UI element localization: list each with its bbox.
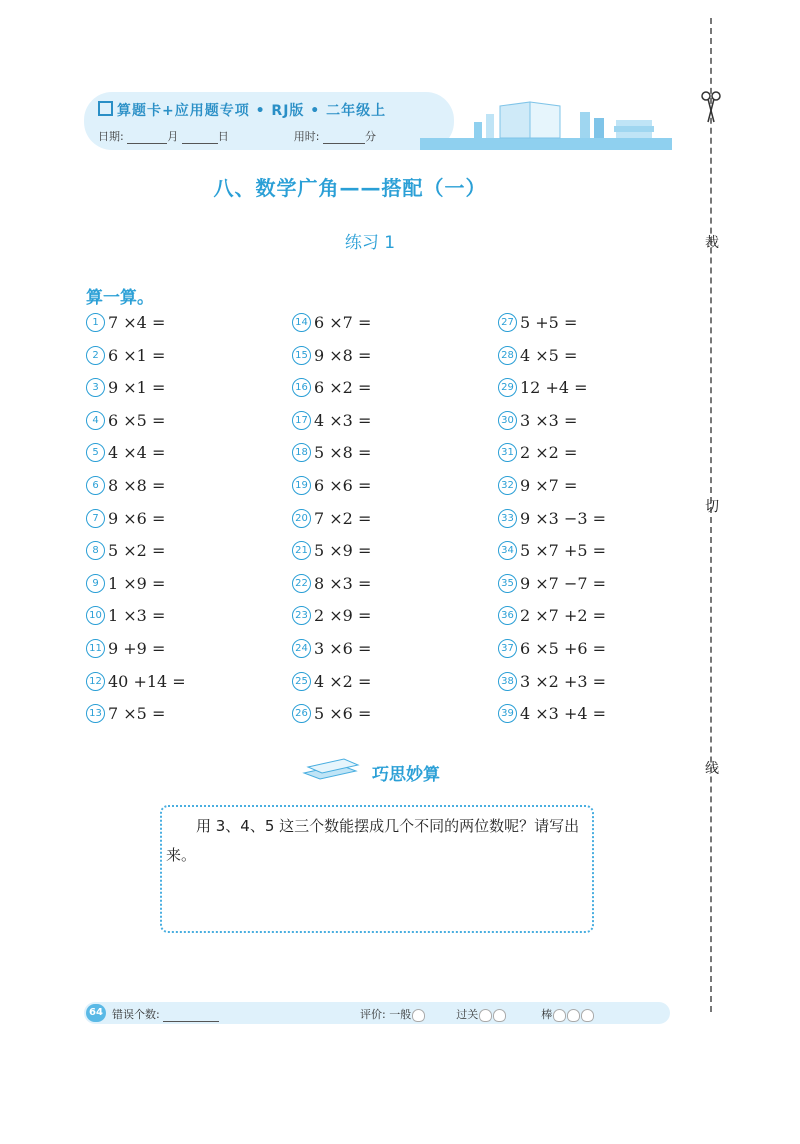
problem-item	[292, 340, 371, 373]
problem-number: 9	[86, 574, 105, 593]
problem-item	[498, 437, 606, 470]
problem-number: 2	[86, 346, 105, 365]
problem-item	[498, 307, 606, 340]
problem-expression: 2 ×2 =	[520, 443, 578, 463]
problem-expression: 5 +5 =	[520, 313, 578, 332]
problem-number: 5	[86, 443, 105, 462]
problem-item	[292, 568, 371, 601]
problem-item	[86, 666, 186, 699]
error-count: 错误个数:	[112, 1006, 219, 1022]
problem-expression: 5 ×9 =	[314, 541, 372, 561]
problem-expression: 9 ×7 −7 =	[520, 573, 607, 593]
problem-item	[86, 372, 186, 405]
problem-item	[86, 535, 186, 568]
problem-expression: 6 ×1 =	[108, 345, 166, 365]
problem-number: 3	[86, 378, 105, 397]
problem-item	[86, 307, 186, 340]
problem-number: 31	[498, 443, 517, 462]
cut-label: 切	[705, 499, 719, 515]
problem-number: 20	[292, 509, 311, 528]
problem-expression: 4 ×2 =	[314, 671, 372, 691]
problem-expression: 5 ×7 +5 =	[520, 541, 607, 561]
problem-expression: 4 ×5 =	[520, 345, 578, 365]
unit-title: 八、数学广角——搭配（一）	[213, 176, 487, 200]
problem-number: 18	[292, 443, 311, 462]
books-illustration-icon	[468, 96, 668, 142]
problem-item	[292, 600, 371, 633]
book-stack-icon	[300, 755, 362, 783]
thumbs-up-icon[interactable]	[493, 1009, 506, 1022]
problem-number: 39	[498, 704, 517, 723]
problem-number: 28	[498, 346, 517, 365]
problem-number: 17	[292, 411, 311, 430]
problem-number: 26	[292, 704, 311, 723]
problem-expression: 2 ×7 +2 =	[520, 606, 607, 626]
problem-item	[292, 535, 371, 568]
problem-expression: 5 ×8 =	[314, 443, 372, 463]
square-icon	[98, 101, 113, 116]
problem-item	[86, 470, 186, 503]
problem-item	[498, 698, 606, 731]
problem-expression: 1 ×9 =	[108, 573, 166, 593]
problem-number: 35	[498, 574, 517, 593]
problem-item	[498, 568, 606, 601]
problem-number: 10	[86, 606, 105, 625]
problem-expression: 6 ×5 +6 =	[520, 638, 607, 658]
problem-number: 32	[498, 476, 517, 495]
problem-expression: 4 ×4 =	[108, 443, 166, 463]
problem-number: 27	[498, 313, 517, 332]
month-blank[interactable]	[127, 131, 167, 144]
problem-expression: 7 ×5 =	[108, 704, 166, 724]
problem-item	[86, 568, 186, 601]
problem-number: 14	[292, 313, 311, 332]
problem-expression: 6 ×2 =	[314, 378, 372, 398]
problem-number: 37	[498, 639, 517, 658]
thumbs-up-icon[interactable]	[479, 1009, 492, 1022]
problem-number: 24	[292, 639, 311, 658]
problem-item	[498, 340, 606, 373]
problem-expression: 9 +9 =	[108, 638, 166, 658]
problem-number: 36	[498, 606, 517, 625]
problem-number: 25	[292, 672, 311, 691]
problem-expression: 40 +14 =	[108, 671, 186, 691]
problem-item	[86, 600, 186, 633]
problem-expression: 7 ×2 =	[314, 508, 372, 528]
problem-number: 33	[498, 509, 517, 528]
problem-item	[86, 437, 186, 470]
problem-expression: 6 ×7 =	[314, 313, 372, 332]
problem-expression: 12 +4 =	[520, 378, 588, 398]
problem-number: 11	[86, 639, 105, 658]
problem-item	[498, 666, 606, 699]
problem-number: 16	[292, 378, 311, 397]
problem-number: 34	[498, 541, 517, 560]
problem-expression: 4 ×3 +4 =	[520, 704, 607, 724]
problem-number: 1	[86, 313, 105, 332]
problem-expression: 9 ×6 =	[108, 508, 166, 528]
scissors-icon	[700, 90, 722, 124]
problem-item	[498, 503, 606, 536]
practice-title: 练习 1	[344, 233, 396, 253]
problem-item	[498, 600, 606, 633]
problem-expression: 1 ×3 =	[108, 606, 166, 626]
problem-item	[498, 633, 606, 666]
problem-expression: 9 ×8 =	[314, 345, 372, 365]
problem-column-2	[292, 307, 371, 731]
problem-number: 13	[86, 704, 105, 723]
problem-item	[86, 698, 186, 731]
problem-number: 7	[86, 509, 105, 528]
problem-number: 29	[498, 378, 517, 397]
problem-item	[498, 470, 606, 503]
problem-expression: 6 ×6 =	[314, 475, 372, 495]
problem-number: 30	[498, 411, 517, 430]
problem-expression: 3 ×3 =	[520, 410, 578, 430]
problem-item	[86, 405, 186, 438]
problem-item	[86, 340, 186, 373]
problem-expression: 9 ×3 −3 =	[520, 508, 607, 528]
cut-label: 线	[705, 761, 719, 777]
problem-number: 22	[292, 574, 311, 593]
problem-item	[86, 633, 186, 666]
problem-column-1	[86, 307, 186, 731]
problem-column-3	[498, 307, 606, 731]
evaluation: 评价: 一般 过关 棒	[360, 1006, 594, 1022]
problem-item	[292, 437, 371, 470]
problem-number: 6	[86, 476, 105, 495]
problem-item	[292, 405, 371, 438]
cut-label: 裁	[705, 235, 719, 251]
problem-item	[498, 405, 606, 438]
problem-number: 4	[86, 411, 105, 430]
problem-item	[498, 535, 606, 568]
problem-item	[292, 372, 371, 405]
problem-expression: 8 ×3 =	[314, 573, 372, 593]
problem-item	[292, 633, 371, 666]
page-number: 64	[86, 1004, 106, 1022]
problem-item	[498, 372, 606, 405]
problem-expression: 9 ×1 =	[108, 378, 166, 398]
problem-number: 19	[292, 476, 311, 495]
time-blank[interactable]	[323, 131, 365, 144]
problem-item	[292, 470, 371, 503]
problem-number: 15	[292, 346, 311, 365]
book-title: 算题卡+应用题专项 • RJ版 • 二年级上	[98, 100, 386, 120]
problem-number: 8	[86, 541, 105, 560]
thumbs-up-icon[interactable]	[567, 1009, 580, 1022]
problem-number: 21	[292, 541, 311, 560]
problem-expression: 3 ×6 =	[314, 638, 372, 658]
problem-item	[292, 307, 371, 340]
problem-expression: 6 ×5 =	[108, 410, 166, 430]
problem-expression: 9 ×7 =	[520, 475, 578, 495]
error-count-blank[interactable]	[163, 1009, 219, 1022]
thumbs-up-icon[interactable]	[553, 1009, 566, 1022]
day-blank[interactable]	[182, 131, 218, 144]
problem-expression: 5 ×2 =	[108, 541, 166, 561]
problem-number: 12	[86, 672, 105, 691]
problem-item	[86, 503, 186, 536]
thumbs-up-icon[interactable]	[581, 1009, 594, 1022]
problem-expression: 3 ×2 +3 =	[520, 671, 607, 691]
teaser-title: 巧思妙算	[372, 765, 440, 785]
problem-item	[292, 698, 371, 731]
problem-number: 38	[498, 672, 517, 691]
problem-expression: 7 ×4 =	[108, 313, 166, 332]
problem-item	[292, 503, 371, 536]
section-title: 算一算。	[86, 288, 154, 308]
teaser-question: 用 3、4、5 这三个数能摆成几个不同的两位数呢？请写出来。	[166, 817, 580, 864]
problem-expression: 8 ×8 =	[108, 475, 166, 495]
problem-expression: 4 ×3 =	[314, 410, 372, 430]
problem-expression: 2 ×9 =	[314, 606, 372, 626]
thumbs-up-icon[interactable]	[412, 1009, 425, 1022]
date-line: 日期: 月 日 用时: 分	[98, 130, 376, 143]
problem-number: 23	[292, 606, 311, 625]
problem-expression: 5 ×6 =	[314, 704, 372, 724]
problem-item	[292, 666, 371, 699]
